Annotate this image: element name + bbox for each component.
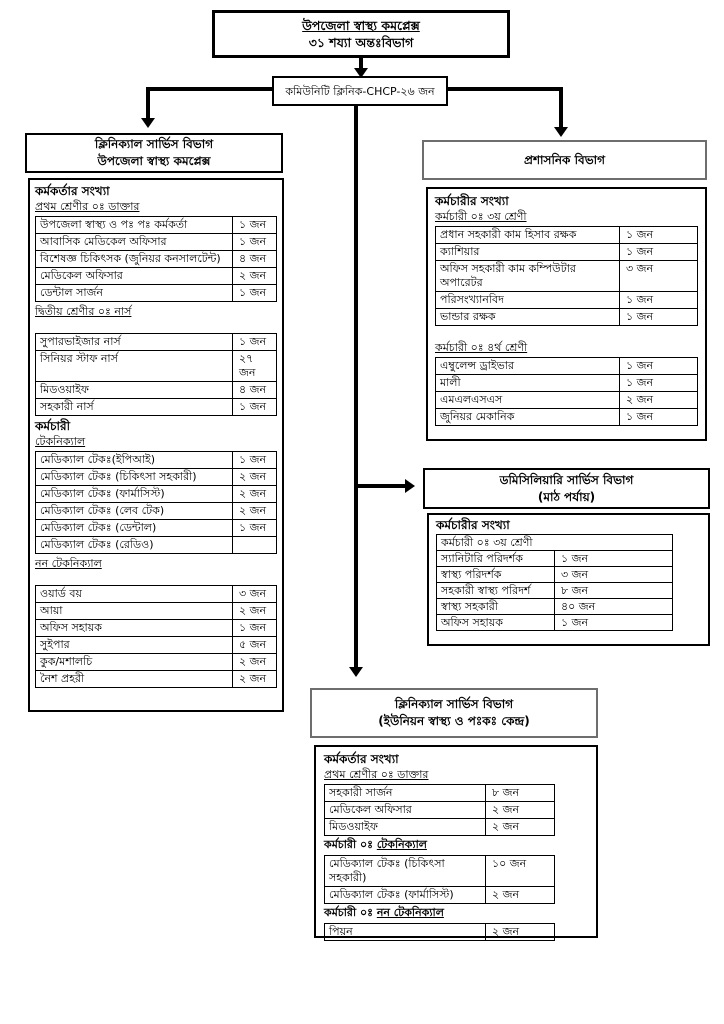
domiciliary-staffing-panel bbox=[427, 513, 710, 646]
table-row bbox=[437, 583, 673, 599]
table-row bbox=[325, 802, 555, 819]
staff-role: সহকারী সার্জন bbox=[325, 785, 486, 802]
table-row bbox=[437, 599, 673, 615]
table-row bbox=[36, 399, 277, 416]
staff-count: ২ জন bbox=[233, 654, 277, 671]
staff-role: মেডিক্যাল টেকঃ (লেব টেক) bbox=[36, 503, 233, 520]
union-technical-heading bbox=[324, 836, 588, 854]
clinical-union-subtitle: (ইউনিয়ন স্বাস্থ্য ও পঃকঃ কেন্দ্র) bbox=[378, 714, 530, 728]
table-row bbox=[36, 382, 277, 399]
union-non-technical-heading-label: নন টেকনিক্যাল bbox=[376, 906, 444, 919]
table-row bbox=[436, 358, 698, 375]
staff-role: মেডিক্যাল টেকঃ (চিকিৎসা সহকারী) bbox=[325, 856, 486, 887]
table-row bbox=[437, 567, 673, 583]
staff-count: ২ জন bbox=[233, 486, 277, 503]
table-row bbox=[325, 785, 555, 802]
staff-count: ১ জন bbox=[555, 615, 673, 631]
staff-role: মেডিক্যাল টেকঃ (চিকিৎসা সহকারী) bbox=[36, 469, 233, 486]
clinical-upazila-staffing-panel bbox=[28, 178, 284, 712]
third-class-title: কর্মচারী ০ঃ ৩য় শ্রেণী bbox=[435, 210, 527, 223]
staff-count: ১ জন bbox=[620, 309, 698, 326]
staff-role: ভান্ডার রক্ষক bbox=[436, 309, 620, 326]
staff-role: মেডিক্যাল টেকঃ (ফার্মাসিস্ট) bbox=[325, 887, 486, 904]
staff-role: সিনিয়র স্টাফ নার্স bbox=[36, 351, 233, 382]
staff-count: ২ জন bbox=[486, 924, 555, 941]
staff-role: বিশেষজ্ঞ চিকিৎসক (জুনিয়র কনসালটেন্ট) bbox=[36, 251, 233, 268]
staff-count: ১ জন bbox=[620, 244, 698, 261]
staff-role: ডেন্টাল সার্জন bbox=[36, 285, 233, 302]
table-row bbox=[325, 856, 555, 887]
staff-role: মেডিক্যাল টেকঃ (ফার্মাসিস্ট) bbox=[36, 486, 233, 503]
bed-inpatient-subtitle: ৩১ শয্যা অন্তঃবিভাগ bbox=[308, 35, 414, 50]
staff-title: কর্মচারী bbox=[35, 419, 71, 433]
arrow-down-icon bbox=[141, 118, 155, 128]
spacer bbox=[35, 320, 277, 332]
table-row bbox=[36, 469, 277, 486]
clinical-service-union-header bbox=[310, 688, 598, 738]
staff-count: ১ জন bbox=[620, 409, 698, 426]
table-row bbox=[36, 654, 277, 671]
community-clinic-chcp-box bbox=[272, 76, 448, 106]
staff-count bbox=[233, 537, 277, 554]
staff-count: ৩ জন bbox=[555, 567, 673, 583]
staff-role: উপজেলা স্বাস্থ্য ও পঃ পঃ কর্মকর্তা bbox=[36, 217, 233, 234]
staff-count: ১ জন bbox=[620, 292, 698, 309]
table-row bbox=[36, 520, 277, 537]
staff-role: সহকারী স্বাস্থ্য পরিদর্শ bbox=[437, 583, 555, 599]
technical-title: টেকনিক্যাল bbox=[35, 435, 86, 448]
staff-role: মেডিক্যাল টেকঃ(ইপিআই) bbox=[36, 452, 233, 469]
table-row bbox=[36, 603, 277, 620]
table-row bbox=[36, 620, 277, 637]
staff-count: ৪০ জন bbox=[555, 599, 673, 615]
clinical-union-title: ক্লিনিক্যাল সার্ভিস বিভাগ bbox=[394, 697, 514, 711]
table-row bbox=[36, 671, 277, 688]
table-row bbox=[437, 615, 673, 631]
table-row bbox=[437, 535, 673, 551]
table-row bbox=[36, 234, 277, 251]
table-row bbox=[436, 375, 698, 392]
staff-count: ৩ জন bbox=[620, 261, 698, 292]
staff-role: সুপারভাইজার নার্স bbox=[36, 334, 233, 351]
staff-role: পরিসংখ্যানবিদ bbox=[436, 292, 620, 309]
connector-chcp-right bbox=[448, 87, 563, 91]
officers-count-title: কর্মকর্তার সংখ্যা bbox=[35, 184, 110, 198]
upazila-health-complex-title: উপজেলা স্বাস্থ্য কমপ্লেক্স bbox=[302, 18, 420, 33]
table-row bbox=[436, 244, 698, 261]
staff-count: ২ জন bbox=[233, 469, 277, 486]
staff-role: জুনিয়র মেকানিক bbox=[436, 409, 620, 426]
staff-role: মালী bbox=[436, 375, 620, 392]
union-doctors-table bbox=[324, 784, 555, 836]
staff-role: অফিস সহায়ক bbox=[437, 615, 555, 631]
staff-role: মেডিক্যাল টেকঃ (রেডিও) bbox=[36, 537, 233, 554]
table-row bbox=[436, 409, 698, 426]
table-row bbox=[436, 392, 698, 409]
staff-role: আবাসিক মেডিকেল অফিসার bbox=[36, 234, 233, 251]
domiciliary-service-header bbox=[423, 468, 710, 509]
staff-role: মেডিকেল অফিসার bbox=[325, 802, 486, 819]
table-row bbox=[36, 537, 277, 554]
staff-count: ১ জন bbox=[233, 285, 277, 302]
staff-count: ২ জন bbox=[233, 671, 277, 688]
fourth-class-table bbox=[435, 357, 698, 426]
table-row bbox=[325, 819, 555, 836]
staff-role: এমএলএসএস bbox=[436, 392, 620, 409]
staff-role: কুক/মশালচি bbox=[36, 654, 233, 671]
clinical-service-upazila-header bbox=[25, 133, 283, 173]
staff-count: ৮ জন bbox=[486, 785, 555, 802]
staff-count: ২ জন bbox=[486, 819, 555, 836]
table-row bbox=[36, 586, 277, 603]
table-row bbox=[36, 217, 277, 234]
clinical-service-subtitle: উপজেলা স্বাস্থ্য কমপ্লেক্স bbox=[97, 154, 211, 168]
non-technical-title: নন টেকনিক্যাল bbox=[35, 557, 102, 570]
connector-chcp-left bbox=[148, 87, 272, 91]
table-row bbox=[437, 551, 673, 567]
union-non-technical-heading-prefix: কর্মচারী ০ঃ bbox=[324, 906, 377, 919]
arrow-down-icon bbox=[349, 667, 363, 677]
staff-count: ১ জন bbox=[620, 358, 698, 375]
connector-right-drop bbox=[559, 87, 563, 127]
staff-count: ৮ জন bbox=[555, 583, 673, 599]
connector-left-drop bbox=[146, 87, 150, 118]
staff-role: স্যানিটারি পরিদর্শক bbox=[437, 551, 555, 567]
staff-role: প্রধান সহকারী কাম হিসাব রক্ষক bbox=[436, 227, 620, 244]
fourth-class-title: কর্মচারী ০ঃ ৪র্থ শ্রেণী bbox=[435, 341, 528, 354]
table-row bbox=[36, 486, 277, 503]
table-row bbox=[436, 261, 698, 292]
third-class-table bbox=[435, 226, 698, 326]
staff-role: মেডিক্যাল টেকঃ (ডেন্টাল) bbox=[36, 520, 233, 537]
administrative-division-header bbox=[422, 140, 707, 180]
table-row bbox=[36, 503, 277, 520]
staff-role: স্বাস্থ্য পরিদর্শক bbox=[437, 567, 555, 583]
officers-count-title: কর্মকর্তার সংখ্যা bbox=[324, 752, 399, 766]
staff-count: ১ জন bbox=[233, 620, 277, 637]
administrative-staffing-panel bbox=[426, 187, 707, 441]
staff-count-title: কর্মচারীর সংখ্যা bbox=[435, 194, 509, 208]
staff-role: অফিস সহায়ক bbox=[36, 620, 233, 637]
union-technical-heading-label: টেকনিক্যাল bbox=[376, 838, 427, 851]
staff-count: ২ জন bbox=[620, 392, 698, 409]
staff-role: আয়া bbox=[36, 603, 233, 620]
staff-role: নৈশ প্রহরী bbox=[36, 671, 233, 688]
connector-to-domiciliary bbox=[356, 484, 406, 488]
union-non-technical-heading bbox=[324, 904, 588, 922]
staff-count: ৫ জন bbox=[233, 637, 277, 654]
staff-role: পিয়ন bbox=[325, 924, 486, 941]
staff-count: ২ জন bbox=[486, 802, 555, 819]
staff-count: ১ জন bbox=[233, 452, 277, 469]
staff-role: সুইপার bbox=[36, 637, 233, 654]
table-row bbox=[325, 924, 555, 941]
table-row bbox=[36, 637, 277, 654]
staff-count: ৩ জন bbox=[233, 586, 277, 603]
administrative-division-title: প্রশাসনিক বিভাগ bbox=[523, 152, 606, 167]
upazila-health-complex-box bbox=[212, 10, 510, 58]
non-technical-staff-table bbox=[35, 585, 277, 688]
group-heading-cell: কর্মচারী ০ঃ ৩য় শ্রেণী bbox=[437, 535, 673, 551]
staff-role: ক্যাশিয়ার bbox=[436, 244, 620, 261]
table-row bbox=[36, 285, 277, 302]
staff-role: মেডিকেল অফিসার bbox=[36, 268, 233, 285]
staff-count: ১ জন bbox=[620, 375, 698, 392]
staff-count: ৪ জন bbox=[233, 382, 277, 399]
staff-role: অফিস সহকারী কাম কম্পিউটার অপারেটর bbox=[436, 261, 620, 292]
staff-count: ১ জন bbox=[233, 520, 277, 537]
table-row bbox=[436, 227, 698, 244]
doctors-table bbox=[35, 216, 277, 302]
domiciliary-staff-table bbox=[436, 534, 673, 631]
staff-count: ১০ জন bbox=[486, 856, 555, 887]
first-class-doctors-title: প্রথম শ্রেণীর ০ঃ ডাক্তার bbox=[324, 768, 429, 781]
table-row bbox=[36, 452, 277, 469]
clinical-service-title: ক্লিনিক্যাল সার্ভিস বিভাগ bbox=[94, 137, 214, 151]
union-non-technical-table bbox=[324, 923, 555, 941]
staff-role: এম্বুলেন্স ড্রাইভার bbox=[436, 358, 620, 375]
spacer bbox=[435, 326, 698, 340]
staff-count: ৪ জন bbox=[233, 251, 277, 268]
union-technical-table bbox=[324, 855, 555, 904]
staff-count: ২ জন bbox=[486, 887, 555, 904]
arrow-right-icon bbox=[405, 479, 415, 493]
technical-staff-table bbox=[35, 451, 277, 554]
staff-role: ওয়ার্ড বয় bbox=[36, 586, 233, 603]
nurses-table bbox=[35, 333, 277, 416]
connector-center-drop bbox=[354, 106, 358, 667]
table-row bbox=[436, 309, 698, 326]
table-row bbox=[36, 268, 277, 285]
domiciliary-field-level-subtitle: (মাঠ পর্যায়) bbox=[537, 489, 596, 504]
second-class-nurses-title: দ্বিতীয় শ্রেণীর ০ঃ নার্স bbox=[35, 305, 132, 318]
clinical-union-staffing-panel bbox=[314, 745, 598, 938]
staff-count: ২ জন bbox=[233, 268, 277, 285]
first-class-doctors-title: প্রথম শ্রেণীর ০ঃ ডাক্তার bbox=[35, 200, 140, 213]
staff-count: ১ জন bbox=[233, 399, 277, 416]
table-row bbox=[436, 292, 698, 309]
staff-count: ১ জন bbox=[555, 551, 673, 567]
table-row bbox=[325, 887, 555, 904]
staff-role: মিডওয়াইফ bbox=[325, 819, 486, 836]
staff-role: সহকারী নার্স bbox=[36, 399, 233, 416]
staff-count: ২ জন bbox=[233, 603, 277, 620]
spacer bbox=[35, 572, 277, 584]
staff-count: ১ জন bbox=[233, 217, 277, 234]
table-row bbox=[36, 334, 277, 351]
staff-role: মিডওয়াইফ bbox=[36, 382, 233, 399]
staff-count: ১ জন bbox=[233, 234, 277, 251]
staff-count: ২ জন bbox=[233, 503, 277, 520]
table-row bbox=[36, 351, 277, 382]
table-row bbox=[36, 251, 277, 268]
staff-count-title: কর্মচারীর সংখ্যা bbox=[436, 518, 510, 532]
staff-count: ১ জন bbox=[620, 227, 698, 244]
chcp-label: কমিউনিটি ক্লিনিক-CHCP-২৬ জন bbox=[285, 84, 435, 98]
staff-role: স্বাস্থ্য সহকারী bbox=[437, 599, 555, 615]
staff-count: ১ জন bbox=[233, 334, 277, 351]
staff-count: ২৭ জন bbox=[233, 351, 277, 382]
arrow-down-icon bbox=[554, 127, 568, 137]
union-technical-heading-prefix: কর্মচারী ০ঃ bbox=[324, 838, 377, 851]
domiciliary-service-title: ডমিসিলিয়ারি সার্ভিস বিভাগ bbox=[499, 472, 634, 487]
